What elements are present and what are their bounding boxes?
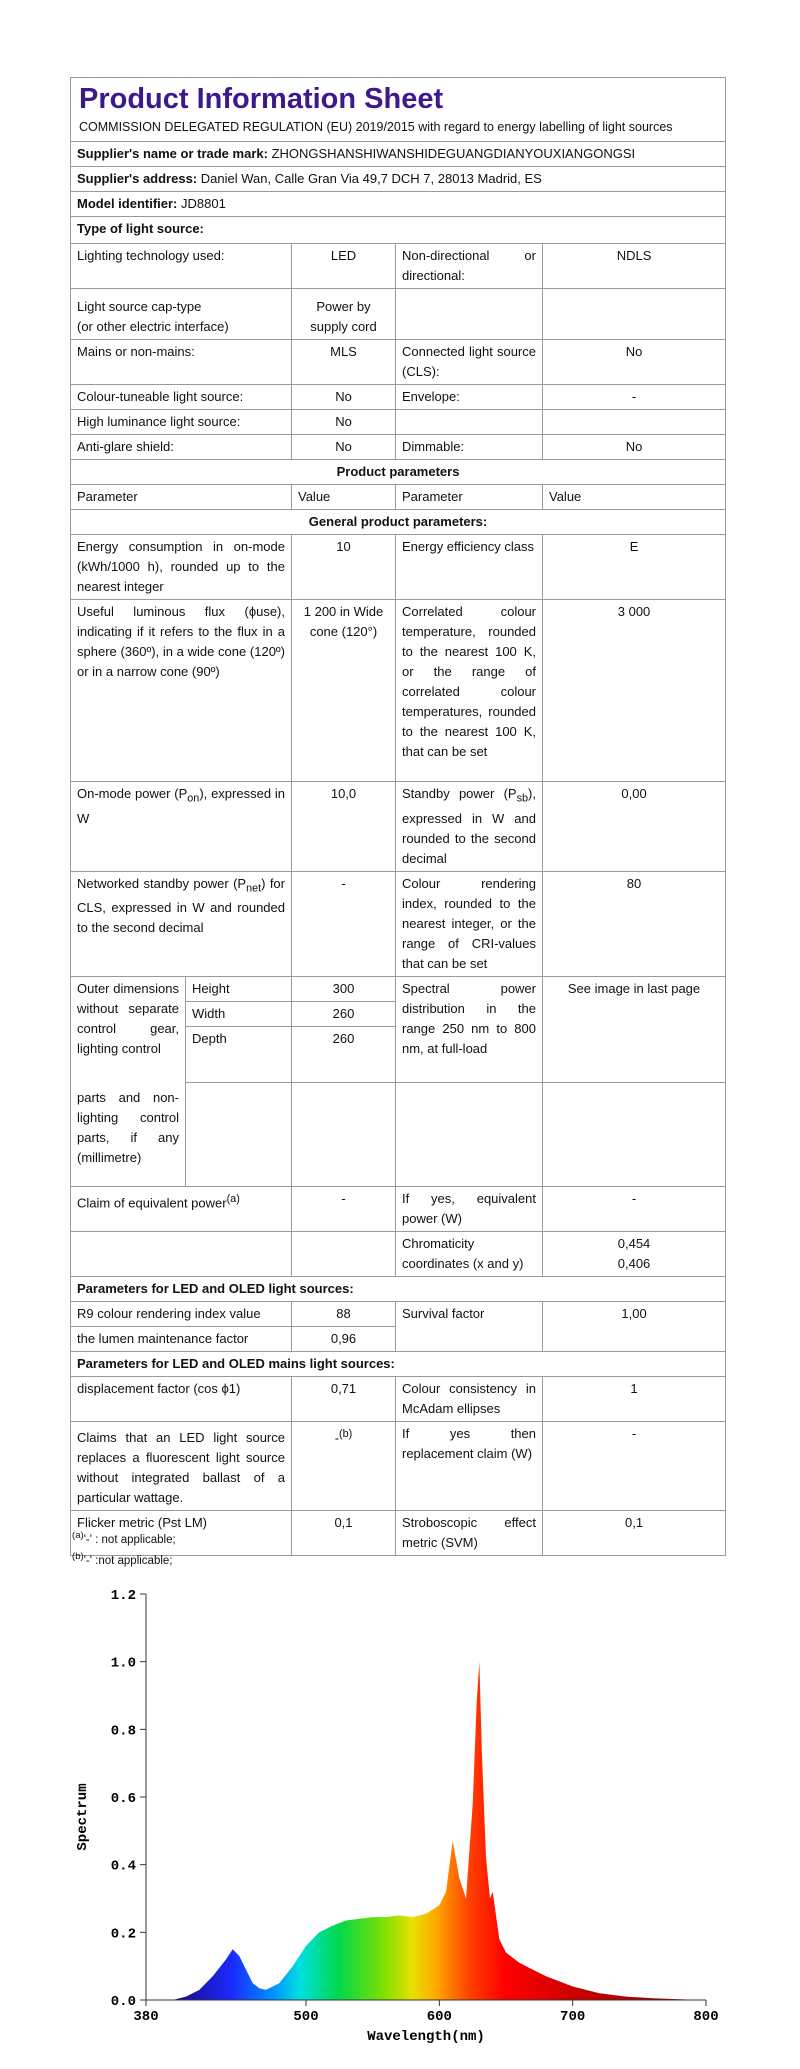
envelope-label: Envelope: <box>396 385 543 410</box>
cap-type-empty-2 <box>543 289 726 340</box>
dims-cont-empty-3 <box>396 1082 543 1186</box>
col-parameter-1: Parameter <box>71 485 292 510</box>
column-headers-row <box>71 485 726 510</box>
cap-type-empty <box>396 289 543 340</box>
spectrum-chart-svg <box>60 1572 740 2062</box>
pon-sub: on <box>187 792 200 805</box>
flicker-label: Flicker metric (Pst LM) <box>71 1510 292 1555</box>
chroma-label: Chromaticity coordinates (x and y) <box>396 1231 543 1276</box>
pon-row <box>71 782 726 872</box>
cct-value: 3 000 <box>543 600 726 782</box>
x-tick-label: 380 <box>133 2009 159 2025</box>
fluor-value <box>292 1421 396 1510</box>
spectrum-area <box>146 1662 706 2000</box>
info-table <box>70 77 726 1556</box>
r9-label: R9 colour rendering index value <box>71 1301 292 1326</box>
fluor-label: Claims that an LED light source replaces a fluorescent light source without integrated ballast of a particular wattage. <box>71 1421 292 1510</box>
page-title: Product Information Sheet <box>79 83 444 115</box>
col-parameter-2: Parameter <box>396 485 543 510</box>
psb-sub: sb <box>516 792 529 805</box>
anti-glare-label: Anti-glare shield: <box>71 435 292 460</box>
title-row <box>71 78 726 142</box>
dimmable-value: No <box>543 435 726 460</box>
width-value: 260 <box>292 1001 396 1026</box>
eff-class-value: E <box>543 535 726 600</box>
anti-glare-row <box>71 435 726 460</box>
r9-row <box>71 1301 726 1326</box>
flux-row <box>71 600 726 782</box>
flux-value: 1 200 in Wide cone (120°) <box>292 600 396 782</box>
height-label: Height <box>186 976 292 1001</box>
spd-label: Spectral power distribution in the range 250 nm to 800 nm, at full-load <box>396 976 543 1082</box>
envelope-value: - <box>543 385 726 410</box>
x-tick-label: 800 <box>693 2009 719 2025</box>
mains-value: MLS <box>292 340 396 385</box>
y-tick-label: 0.2 <box>110 1926 136 1943</box>
directional-label: Non-directional or directional: <box>396 244 543 289</box>
replace-label: If yes then replacement claim (W) <box>396 1421 543 1510</box>
footnote-a <box>72 1528 176 1548</box>
supplier-name-value: ZHONGSHANSHIWANSHIDEGUANGDIANYOUXIANGONGSI <box>271 146 636 161</box>
high-lum-row <box>71 410 726 435</box>
supplier-address-label: Supplier's address: <box>77 171 198 186</box>
type-heading-row <box>71 217 726 244</box>
product-params-heading-row <box>71 460 726 485</box>
spd-value: See image in last page <box>543 976 726 1082</box>
mains-row <box>71 340 726 385</box>
model-value: JD8801 <box>181 196 226 211</box>
colour-tuneable-value: No <box>292 385 396 410</box>
high-lum-empty-2 <box>543 410 726 435</box>
fluor-row <box>71 1421 726 1510</box>
cap-type-label-2: (or other electric interface) <box>77 319 229 334</box>
led-mains-heading-row <box>71 1351 726 1376</box>
chroma-x: 0,454 <box>617 1235 651 1251</box>
product-params-heading: Product parameters <box>71 460 726 485</box>
y-tick-label: 0.8 <box>110 1723 136 1740</box>
x-tick-label: 500 <box>293 2009 319 2025</box>
equiv-claim-value: - <box>292 1186 396 1231</box>
footnote-b-mark: (b) <box>72 1551 84 1562</box>
dimension-continued-row <box>71 1082 726 1186</box>
energy-row <box>71 535 726 600</box>
x-axis-label: Wavelength(nm) <box>367 2029 485 2045</box>
chroma-y: 0,406 <box>617 1255 651 1271</box>
lighting-tech-value: LED <box>292 244 396 289</box>
spectrum-chart <box>60 1572 740 2062</box>
high-lum-label: High luminance light source: <box>71 410 292 435</box>
high-lum-value: No <box>292 410 396 435</box>
pnet-row <box>71 871 726 976</box>
y-tick-label: 0.4 <box>110 1858 136 1875</box>
disp-label: displacement factor (cos ϕ1) <box>71 1376 292 1421</box>
y-tick-label: 1.2 <box>110 1588 136 1604</box>
chroma-empty-2 <box>292 1231 396 1276</box>
led-heading-row <box>71 1276 726 1301</box>
directional-value: NDLS <box>543 244 726 289</box>
cap-type-label-1: Light source cap-type <box>77 299 202 314</box>
model-label: Model identifier: <box>77 196 178 211</box>
dims-label-b: parts and non-lighting control parts, if any (millimetre) <box>71 1082 186 1186</box>
lumen-label: the lumen maintenance factor <box>71 1326 292 1351</box>
lighting-tech-label: Lighting technology used: <box>71 244 292 289</box>
cap-type-value: Power by supply cord <box>292 289 396 340</box>
regulation-text: COMMISSION DELEGATED REGULATION (EU) 2019/2015 with regard to energy labelling of light sources <box>79 120 673 134</box>
pon-label-pre: On-mode power (P <box>77 786 188 801</box>
y-tick-label: 0.0 <box>110 1994 136 2010</box>
survival-value: 1,00 <box>543 1301 726 1351</box>
psb-label-pre: Standby power (P <box>402 786 517 801</box>
supplier-name-row <box>71 142 726 167</box>
survival-label: Survival factor <box>396 1301 543 1351</box>
equiv-power-label: If yes, equivalent power (W) <box>396 1186 543 1231</box>
dims-cont-empty-1 <box>186 1082 292 1186</box>
model-identifier <box>71 192 726 217</box>
anti-glare-value: No <box>292 435 396 460</box>
energy-value: 10 <box>292 535 396 600</box>
dimmable-label: Dimmable: <box>396 435 543 460</box>
supplier-name <box>71 142 726 167</box>
cls-value: No <box>543 340 726 385</box>
consistency-label: Colour consistency in McAdam ellipses <box>396 1376 543 1421</box>
equiv-claim-label <box>71 1186 292 1231</box>
high-lum-empty <box>396 410 543 435</box>
cap-type-label <box>71 289 292 340</box>
dimension-height-row <box>71 976 726 1001</box>
model-row <box>71 192 726 217</box>
colour-tuneable-label: Colour-tuneable light source: <box>71 385 292 410</box>
led-params-heading: Parameters for LED and OLED light sources: <box>71 1276 726 1301</box>
svm-value: 0,1 <box>543 1510 726 1555</box>
cri-label: Colour rendering index, rounded to the nearest integer, or the range of CRI-values that can be set <box>396 871 543 976</box>
pon-label <box>71 782 292 872</box>
footnote-b <box>72 1549 173 1569</box>
supplier-address-row <box>71 167 726 192</box>
pnet-value: - <box>292 871 396 976</box>
chroma-empty-1 <box>71 1231 292 1276</box>
equiv-claim-text: Claim of equivalent power <box>77 1194 227 1210</box>
lumen-value: 0,96 <box>292 1326 396 1351</box>
supplier-address <box>71 167 726 192</box>
col-value-2: Value <box>543 485 726 510</box>
width-label: Width <box>186 1001 292 1026</box>
pnet-label-pre: Networked standby power (P <box>77 875 247 891</box>
disp-row <box>71 1376 726 1421</box>
y-tick-label: 0.6 <box>110 1791 136 1807</box>
mains-label: Mains or non-mains: <box>71 340 292 385</box>
cct-label: Correlated colour temperature, rounded to the nearest 100 K, or the range of correlated colour temperatures, rounded to the nearest 100 K, that can be set <box>396 600 543 782</box>
equiv-claim-row <box>71 1186 726 1231</box>
title-cell <box>71 78 726 142</box>
r9-value: 88 <box>292 1301 396 1326</box>
psb-value: 0,00 <box>543 782 726 872</box>
colour-tuneable-row <box>71 385 726 410</box>
col-value-1: Value <box>292 485 396 510</box>
product-information-sheet <box>70 77 725 1556</box>
psb-label <box>396 782 543 872</box>
y-tick-label: 1.0 <box>110 1655 136 1672</box>
general-params-heading: General product parameters: <box>71 510 726 535</box>
pon-label-post: ), expressed in W <box>77 786 286 826</box>
y-axis-label: Spectrum <box>75 1783 91 1851</box>
pnet-label-post: ) for CLS, expressed in W and rounded to the second decimal <box>77 875 285 936</box>
eff-class-label: Energy efficiency class <box>396 535 543 600</box>
chroma-row <box>71 1231 726 1276</box>
pnet-label <box>71 871 292 976</box>
general-heading-row <box>71 510 726 535</box>
type-heading: Type of light source: <box>71 217 726 244</box>
consistency-value: 1 <box>543 1376 726 1421</box>
footnote-b-text: '-' :not applicable; <box>83 1554 173 1567</box>
psb-label-post: ), expressed in W and rounded to the second decimal <box>402 786 536 866</box>
depth-value: 260 <box>292 1026 396 1082</box>
depth-label: Depth <box>186 1026 292 1082</box>
fluor-dash: - <box>334 1429 340 1445</box>
cri-value: 80 <box>543 871 726 976</box>
energy-label: Energy consumption in on-mode (kWh/1000 h), rounded up to the nearest integer <box>71 535 292 600</box>
cap-type-row <box>71 289 726 340</box>
footnote-a-text: '-' : not applicable; <box>83 1533 176 1546</box>
flicker-value: 0,1 <box>292 1510 396 1555</box>
dims-cont-empty-4 <box>543 1082 726 1186</box>
svm-label: Stroboscopic effect metric (SVM) <box>396 1510 543 1555</box>
equiv-power-value: - <box>543 1186 726 1231</box>
pon-value: 10,0 <box>292 782 396 872</box>
footnote-a-mark: (a) <box>72 1530 84 1541</box>
flux-label: Useful luminous flux (ϕuse), indicating if it refers to the flux in a sphere (360º), in a wide cone (120º) or in a narrow cone (90º) <box>71 600 292 782</box>
supplier-address-value: Daniel Wan, Calle Gran Via 49,7 DCH 7, 28013 Madrid, ES <box>200 171 542 186</box>
replace-value: - <box>543 1421 726 1510</box>
lighting-tech-row <box>71 244 726 289</box>
fluor-sup: (b) <box>339 1427 353 1440</box>
x-tick-label: 700 <box>560 2009 586 2025</box>
chroma-value <box>543 1231 726 1276</box>
dims-label-a: Outer dimensions without separate control gear, lighting control <box>71 976 186 1082</box>
disp-value: 0,71 <box>292 1376 396 1421</box>
equiv-claim-sup: (a) <box>226 1192 240 1205</box>
cls-label: Connected light source (CLS): <box>396 340 543 385</box>
led-mains-params-heading: Parameters for LED and OLED mains light sources: <box>71 1351 726 1376</box>
x-tick-label: 600 <box>426 2009 452 2025</box>
supplier-name-label: Supplier's name or trade mark: <box>77 146 268 161</box>
dims-cont-empty-2 <box>292 1082 396 1186</box>
height-value: 300 <box>292 976 396 1001</box>
pnet-sub: net <box>246 882 262 895</box>
